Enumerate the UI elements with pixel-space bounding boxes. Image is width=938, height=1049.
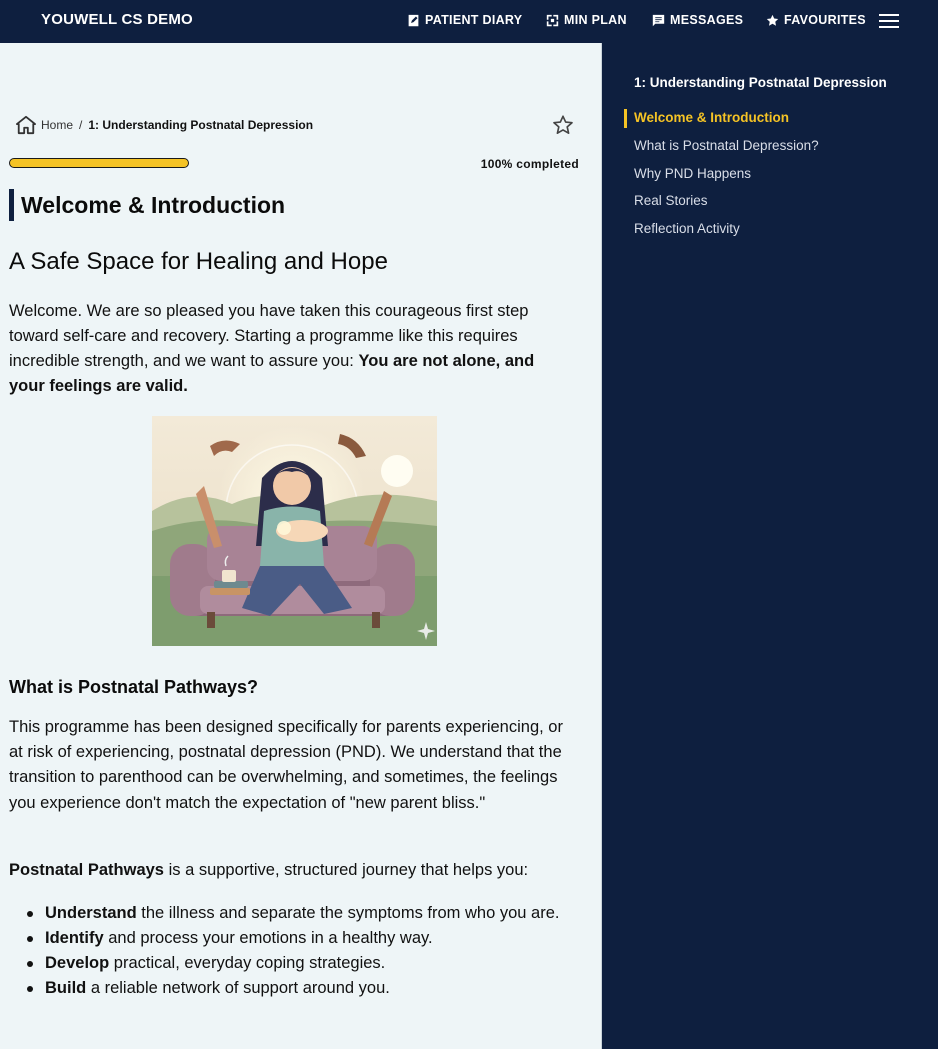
list-item [45, 951, 570, 976]
benefits-list [45, 901, 570, 1001]
diary-edit-icon [407, 14, 420, 27]
list-item-bold: Identify [45, 929, 104, 947]
section-title: Welcome & Introduction [9, 189, 285, 221]
breadcrumb-home-link[interactable]: Home [41, 118, 74, 132]
parent-holding-baby-illustration [152, 416, 437, 646]
sidebar-item-welcome[interactable]: Welcome & Introduction [624, 107, 819, 135]
nav-label: PATIENT DIARY [425, 13, 523, 27]
section-subheading: What is Postnatal Pathways? [9, 677, 259, 697]
nav-patient-diary[interactable] [407, 13, 522, 27]
list-item-text: the illness and separate the symptoms from who you are. [136, 904, 560, 922]
breadcrumb [15, 115, 313, 135]
page-heading: A Safe Space for Healing and Hope [9, 248, 388, 275]
progress-bar [9, 158, 189, 168]
breadcrumb-separator: / [79, 118, 83, 132]
sidebar-item-what-is-pnd[interactable]: What is Postnatal Depression? [634, 137, 819, 153]
pathways-paragraph [9, 858, 577, 883]
home-icon[interactable] [15, 115, 37, 135]
nav-label: FAVOURITES [784, 13, 866, 27]
list-item-text: practical, everyday coping strategies. [109, 954, 386, 972]
message-icon [652, 14, 665, 27]
favourite-star-icon[interactable] [552, 114, 574, 136]
list-item [45, 976, 570, 1001]
list-item [45, 901, 570, 926]
list-item-text: a reliable network of support around you. [86, 979, 390, 997]
list-item-text: and process your emotions in a healthy way. [103, 929, 433, 947]
intro-bold-text: You are not alone, and your feelings are valid. [9, 352, 535, 395]
sidebar-module-title[interactable]: 1: Understanding Postnatal Depression [634, 75, 887, 90]
nav-label: MESSAGES [670, 13, 744, 27]
app-brand[interactable]: YOUWELL CS DEMO [41, 11, 193, 28]
list-item [45, 926, 570, 951]
pathways-bold: Postnatal Pathways [9, 861, 164, 879]
list-item-bold: Develop [45, 954, 110, 972]
nav-favourites[interactable] [766, 13, 866, 27]
list-item-bold: Build [45, 979, 87, 997]
breadcrumb-current: 1: Understanding Postnatal Depression [88, 118, 314, 132]
intro-text: Welcome. We are so pleased you have taken this courageous first step toward self-care and recovery. Starting a programme like this requires incredible strength, and we want to assure you: [9, 302, 529, 370]
top-app-bar [0, 0, 938, 43]
nav-label: MIN PLAN [564, 13, 627, 27]
nav-min-plan[interactable] [546, 13, 627, 27]
sidebar-lesson-list [624, 107, 819, 246]
program-description: This programme has been designed specifically for parents experiencing, or at risk of experiencing, postnatal depression (PND). We understand that the transition to parenthood can be overwhelming, and sometimes, the feelings you experience don't match the expectation of "new parent bliss." [9, 718, 563, 812]
lesson-sidebar [603, 43, 938, 1049]
nav-messages[interactable] [652, 13, 743, 27]
pathways-text: is a supportive, structured journey that helps you: [163, 861, 529, 879]
sidebar-item-reflection-activity[interactable]: Reflection Activity [634, 221, 740, 237]
intro-paragraph [9, 299, 569, 399]
plan-icon [546, 14, 559, 27]
sidebar-item-real-stories[interactable]: Real Stories [634, 193, 708, 209]
list-item-bold: Understand [45, 904, 137, 922]
main-content [0, 43, 602, 1049]
progress-label: 100% completed [480, 157, 579, 171]
hamburger-menu-icon[interactable] [877, 12, 901, 30]
sidebar-item-why-pnd-happens[interactable]: Why PND Happens [634, 165, 752, 181]
star-filled-icon [766, 14, 779, 27]
